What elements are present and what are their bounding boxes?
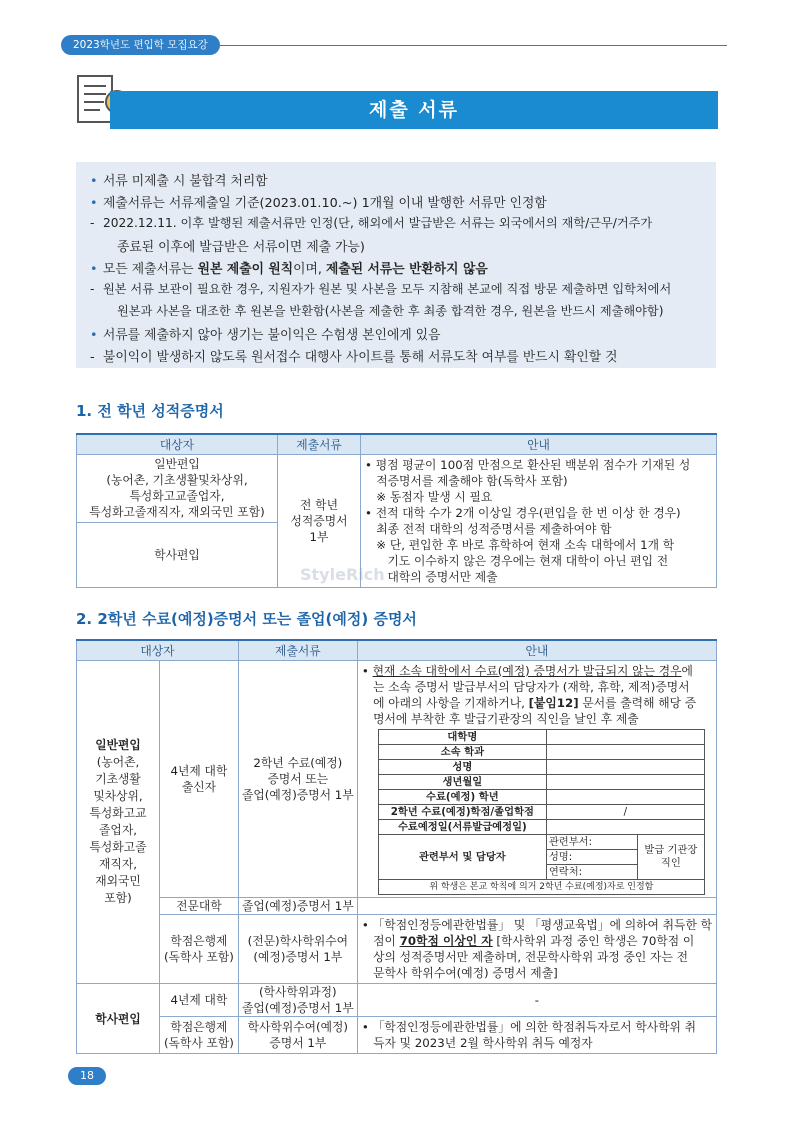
notice-line: • 제출서류는 서류제출일 기준(2023.01.10.~) 1개월 이내 발행한 서류만 인정함 (90, 196, 547, 211)
sub-college: 전문대학 (160, 898, 239, 915)
notice-line: 원본과 사본을 대조한 후 원본을 반환함(사본을 제출한 후 최종 합격한 경우, 원본을 반드시 제출해야함) (117, 304, 664, 318)
guide-college (357, 898, 716, 915)
sub-4year: 4년제 대학 출신자 (160, 661, 239, 898)
watermark: StyleRich (300, 565, 385, 584)
certificate-table (76, 639, 717, 1054)
general-transfer-cell: 일반편입 (농어촌, 기초생활 및차상위, 특성화고교 졸업자, 특성화고졸 재직자, 재외국민 포함) (77, 661, 160, 984)
notice-box (76, 162, 716, 368)
page-title: 제출 서류 (110, 91, 718, 129)
bullet-icon: • (90, 174, 98, 189)
header-rule (210, 45, 727, 46)
guide-credit-bank-bachelor: • 「학점인정등에관한법률」에 의한 학점취득자로서 학사학위 취 득자 및 2023년 2월 학사학위 취득 예정자 (357, 1017, 716, 1054)
notice-line: 종료된 이후에 발급받은 서류이면 제출 가능) (117, 240, 365, 255)
section2-heading: 2. 2학년 수료(예정)증명서 또는 졸업(예정) 증명서 (76, 610, 417, 628)
guide-cell: • 평점 평균이 100점 만점으로 환산된 백분위 점수가 기재된 성 적증명서를 제출해야 함(독학사 포함) ※ 동점자 발생 시 필요 • 전적 대학 수가 2개 이상일 경우(편입을 한 번 이상 한 경우) 최종 전적 대학의 성적증명서를 제출하여야 함 ※ 단, 편입한 후 바로 휴학하여 현재 소속 대학에서 1개 학 기도 이수하지 않은 경우에는 현재 대학이 아닌 편입 전 대학의 증명서만 제출 (361, 455, 717, 588)
sub-credit-bank-bachelor: 학점은행제 (독학사 포함) (160, 1017, 239, 1054)
header-label: 2023학년도 편입학 모집요강 (61, 35, 220, 55)
page-number: 18 (68, 1067, 106, 1085)
notice-line: - 불이익이 발생하지 않도록 원서접수 대행사 사이트를 통해 서류도착 여부를 반드시 확인할 것 (90, 350, 618, 365)
section1-heading: 1. 전 학년 성적증명서 (76, 402, 224, 420)
guide-credit-bank: • 「학점인정등에관한법률」 및 「평생교육법」에 의하여 취득한 학 점이 70학점 이상인 자 [학사학위 과정 중인 학생은 70학점 이 상의 성적증명서만 제출하며, 전문학사학위 과정 중인 자는 전 문학사 학위수여(예정) 증명서 제출] (357, 915, 716, 984)
notice-line: - 원본 서류 보관이 필요한 경우, 지원자가 원본 및 사본을 모두 지참해 본교에 직접 방문 제출하면 입학처에서 (90, 282, 672, 296)
col-header: 제출서류 (278, 434, 361, 455)
notice-line: • 서류를 제출하지 않아 생기는 불이익은 수험생 본인에게 있음 (90, 328, 441, 343)
transcript-table (76, 433, 717, 588)
bullet-icon: • (90, 262, 98, 277)
doc-college: 졸업(예정)증명서 1부 (238, 898, 357, 915)
bullet-icon: • (90, 196, 98, 211)
notice-line: • 모든 제출서류는 원본 제출이 원칙이며, 제출된 서류는 반환하지 않음 (90, 262, 488, 277)
certificate-form: 대학명 소속 학과 성명 생년월일 수료(예정) 학년 2학년 수료(예정)학점/졸업학점 / 수료예정일(서류발급예정일) 관련부서 및 담당자 관련부서: 발급 기관장 직인 성명: 연락처: 위 학생은 본교 학칙에 의거 2학년 수료(예정)자로 인정함 (378, 729, 705, 895)
col-header: 제출서류 (238, 640, 357, 661)
target-bachelor: 학사편입 (77, 522, 278, 588)
sub-credit-bank: 학점은행제 (독학사 포함) (160, 915, 239, 984)
col-header: 대상자 (77, 434, 278, 455)
guide-4year: • 현재 소속 대학에서 수료(예정) 증명서가 발급되지 않는 경우에 는 소속 증명서 발급부서의 담당자가 (재학, 휴학, 제적)증명서 에 아래의 사항을 기재하거나, [붙임12] 문서를 출력해 해당 증 명서에 부착한 후 발급기관장의 직인을 날인 후 제출 대학명 소속 학과 성명 생년월일 수료(예정) 학년 2학년 수료(예정)학점/졸업학점 / 수료예정일(서류발급예정일) 관련부서 및 담당자 관련부서: 발급 기관장 직인 성명: 연락처: 위 학생은 본교 학칙에 의거 2학년 수료(예정)자로 인정함 (357, 661, 716, 898)
doc-4year-bachelor: (학사학위과정) 졸업(예정)증명서 1부 (238, 984, 357, 1017)
col-header: 안내 (361, 434, 717, 455)
col-header: 대상자 (77, 640, 239, 661)
bachelor-transfer-cell: 학사편입 (77, 984, 160, 1054)
document-cell: 전 학년 성적증명서 1부 (278, 455, 361, 588)
col-header: 안내 (357, 640, 716, 661)
bullet-icon: • (90, 328, 98, 343)
notice-line: - 2022.12.11. 이후 발행된 제출서류만 인정(단, 해외에서 발급받은 서류는 외국에서의 재학/근무/거주가 (90, 216, 653, 230)
doc-4year: 2학년 수료(예정) 증명서 또는 졸업(예정)증명서 1부 (238, 661, 357, 898)
target-general: 일반편입 (농어촌, 기초생활및차상위, 특성화고교졸업자, 특성화고졸재직자, 재외국민 포함) (77, 455, 278, 523)
notice-line: • 서류 미제출 시 불합격 처리함 (90, 174, 268, 189)
doc-credit-bank: (전문)학사학위수여 (예정)증명서 1부 (238, 915, 357, 984)
doc-credit-bank-bachelor: 학사학위수여(예정) 증명서 1부 (238, 1017, 357, 1054)
sub-4year-bachelor: 4년제 대학 (160, 984, 239, 1017)
guide-4year-bachelor: - (357, 984, 716, 1017)
